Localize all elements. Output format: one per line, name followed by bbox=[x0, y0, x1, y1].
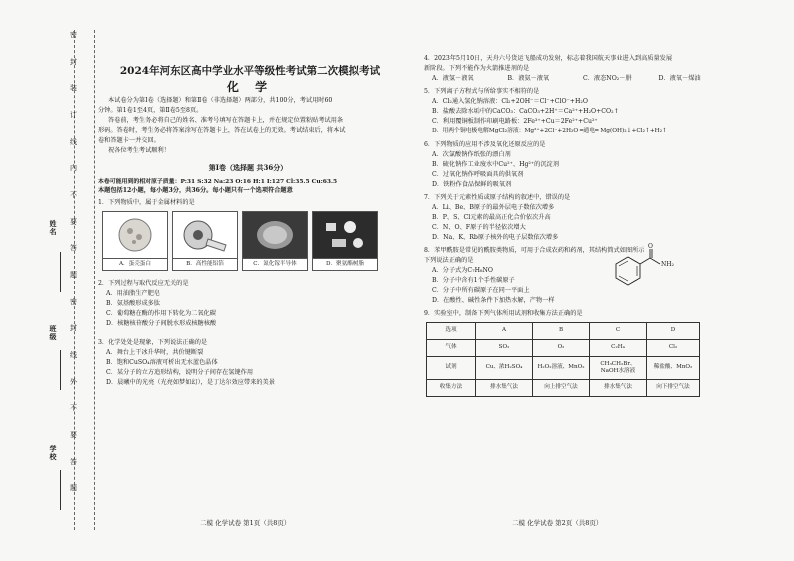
q1-option-d-caption: D．聚氨酯树脂 bbox=[313, 258, 377, 270]
seal-char: 内 bbox=[70, 164, 77, 173]
q1-stem: 1．下列物质中，属于金属材料的是 bbox=[98, 199, 195, 207]
q2-option: A．用油脂生产肥皂 bbox=[106, 290, 160, 298]
name-write-line bbox=[60, 252, 61, 292]
q3-option: C．某分子的立方追形结构，说明分子间存在氢键作用 bbox=[106, 368, 254, 376]
seal-char: 不 bbox=[70, 404, 77, 413]
q4-option: C．液态NO₂－肼 bbox=[583, 75, 632, 83]
gan-semiconductor-image bbox=[243, 212, 307, 258]
q5-option: A．Cl₂通入氢化钠溶液：Cl₂+2OH⁻＝Cl⁻+ClO⁻+H₂O bbox=[432, 98, 588, 106]
seal-char: 题 bbox=[70, 484, 77, 493]
intro-line: 本试卷分为第Ⅰ卷（选择题）和第Ⅱ卷（非选择题）两部分，共100分，考试用时60 bbox=[108, 97, 333, 104]
table-header-cell: C bbox=[590, 322, 647, 339]
q5-option: C．利用覆铜板制作印刷电路板：2Fe³⁺+Cu＝2Fe²⁺+Cu²⁺ bbox=[432, 118, 598, 126]
aluminum-foil-image bbox=[173, 212, 237, 258]
q7-option: D．Na、K、Rb原子核外的电子层数依次增多 bbox=[432, 234, 559, 242]
seal-char: 订 bbox=[70, 111, 77, 119]
table-cell: 向下排空气法 bbox=[647, 379, 700, 396]
table-cell: 排水集气法 bbox=[476, 379, 533, 396]
q4-option: A．液氢－液氧 bbox=[432, 75, 474, 83]
seal-char: 答 bbox=[70, 457, 77, 466]
q6-stem: 6．下列物质的应用不涉及氧化还原反应的是 bbox=[424, 140, 546, 148]
school-label: 学校 bbox=[49, 445, 58, 461]
q1-image-row bbox=[102, 211, 398, 271]
section-title: 第Ⅰ卷（选择题 共36分） bbox=[208, 163, 288, 173]
exam-title: 2024年河东区高中学业水平等级性考试第二次模拟考试 bbox=[119, 65, 381, 77]
class-write-line bbox=[60, 350, 61, 390]
q3-option: B．饱和CuSO₄溶液可析出无水蓝色晶体 bbox=[106, 358, 218, 366]
class-label: 班级 bbox=[49, 325, 58, 341]
table-row bbox=[427, 339, 700, 356]
seal-char: 线 bbox=[70, 351, 77, 359]
carbonyl-oxygen-label: O bbox=[648, 243, 653, 251]
seal-char: 要 bbox=[70, 431, 77, 439]
seal-char: 不 bbox=[70, 191, 77, 199]
intro-line: 卷和答题卡一并交回。 bbox=[98, 137, 160, 145]
q2-option: B．氨基酸形成多肽 bbox=[106, 300, 161, 308]
q5-option: D．用两个铜电极电解MgCl₂溶液：Mg²⁺+2Cl⁻+2H₂O ═通电═ Mg(OH)₂↓+Cl₂↑+H₂↑ bbox=[432, 128, 667, 135]
q2-stem: 2．下列过程与取代反应无关的是 bbox=[98, 280, 189, 288]
q7-option: C．N、O、F原子的半径依次增大 bbox=[432, 224, 526, 232]
table-cell: H₂O₂溶液、MnO₂ bbox=[533, 356, 590, 379]
table-row bbox=[427, 322, 700, 339]
table-row bbox=[427, 379, 700, 396]
atomic-masses: 本卷可能用到的相对原子质量：P:31 S:32 Na:23 O:16 H:1 I:127 Cl:35.5 Cu:63.5 bbox=[98, 177, 338, 185]
intro-line: 祝各位考生考试顺利！ bbox=[108, 147, 170, 155]
q8-option: A．分子式为C₇H₈NO bbox=[432, 267, 493, 275]
table-cell: 试剂 bbox=[427, 356, 476, 379]
name-label: 姓名 bbox=[49, 220, 58, 236]
q8-option: C．分子中所有碳原子在同一平面上 bbox=[432, 287, 530, 295]
seal-char: 封 bbox=[70, 57, 77, 66]
q6-option: A．次氯酸钠作纸张的漂白剂 bbox=[432, 150, 511, 158]
table-header-cell: D bbox=[647, 322, 700, 339]
seal-dashed-line-inner bbox=[94, 30, 95, 530]
q7-option: A．Li、Be、B原子的最外层电子数依次增多 bbox=[432, 204, 555, 211]
table-cell: 排水集气法 bbox=[590, 379, 647, 396]
q5-stem: 5．下列离子方程式与所给事实不相符的是 bbox=[424, 88, 540, 96]
polyurethane-resin-image bbox=[313, 212, 377, 258]
amine-label: NH₂ bbox=[661, 261, 674, 269]
table-cell: C₂H₄ bbox=[590, 339, 647, 356]
page-1 bbox=[98, 96, 398, 388]
q9-table bbox=[426, 322, 700, 397]
q8-stem: 下列说法正确的是 bbox=[424, 257, 474, 265]
page-2-footer: 二模 化学试卷 第2页（共8页） bbox=[512, 519, 603, 527]
seal-char: 答 bbox=[70, 244, 77, 253]
intro-line: 形码。答卷时，考生务必将答案涂写在答题卡上，答在试卷上的无效。考试结束后，将本试 bbox=[98, 127, 346, 135]
intro-line: 答卷前，考生务必将自己的姓名、准考号填写在答题卡上，并在规定位置粘贴考试用条 bbox=[108, 117, 344, 125]
q4-options bbox=[424, 74, 724, 84]
table-header-cell: B bbox=[533, 322, 590, 339]
q7-stem: 7．下列关于元素性质或原子结构的叙述中，错误的是 bbox=[424, 193, 571, 201]
table-cell: CH₃CH₂Br、NaOH水溶液 bbox=[590, 356, 647, 379]
seal-char: 要 bbox=[70, 217, 77, 226]
seal-char: 装 bbox=[70, 84, 77, 93]
q7-option: B．P、S、Cl元素的最高正化合价依次升高 bbox=[432, 214, 551, 222]
section-instruction: 本题包括12小题，每小题3分，共36分。每小题只有一个选项符合题意 bbox=[98, 187, 293, 195]
q5-option: B．盐酸去除水垢中的CaCO₃：CaCO₃+2H⁺＝Ca²⁺+H₂O+CO₂↑ bbox=[432, 108, 619, 116]
egg-protein-image bbox=[103, 212, 167, 258]
exam-subject: 化 学 bbox=[226, 80, 274, 94]
seal-char: 密 bbox=[70, 297, 77, 306]
seal-char: 线 bbox=[70, 137, 77, 146]
q6-option: C．过氧化钠作呼吸面具的供氧剂 bbox=[432, 170, 524, 178]
q9-stem: 9．实验室中，制备下列气体所用试剂和收集方法正确的是 bbox=[424, 310, 583, 318]
q4-option: D．液氧－煤油 bbox=[658, 75, 701, 83]
seal-text-column bbox=[70, 30, 82, 510]
seal-char: 密 bbox=[70, 31, 77, 39]
q2-option: C．葡萄糖在酶的作用下转化为二氧化碳 bbox=[106, 310, 216, 318]
intro-line: 分钟。第1卷1至4页，第Ⅱ卷5至8页。 bbox=[98, 107, 203, 115]
table-cell: 向上排空气法 bbox=[533, 379, 590, 396]
seal-char: 封 bbox=[70, 324, 77, 333]
q8-stem: 8．苯甲酰胺是常见的酰胺类物质，可用于合成农药和药剂，其结构简式如图所示 bbox=[424, 247, 645, 255]
q1-option-b bbox=[172, 211, 238, 271]
page-2 bbox=[424, 54, 724, 397]
seal-char: 题 bbox=[70, 271, 77, 279]
table-cell: O₂ bbox=[533, 339, 590, 356]
table-cell: SO₂ bbox=[476, 339, 533, 356]
q3-option: A．舞台上干冰升华时，共价键断裂 bbox=[106, 348, 204, 356]
q1-option-a bbox=[102, 211, 168, 271]
q8-option: D．在酸性、碱性条件下加热水解，产物一样 bbox=[432, 297, 555, 305]
q3-stem: 3．化学处处是现象，下列说法正确的是 bbox=[98, 338, 208, 346]
table-row bbox=[427, 356, 700, 379]
q2-option: D．核糖核苷酸分子间脱水形成核糖核酸 bbox=[106, 320, 217, 328]
q1-option-c-caption: C．氮化镓半导体 bbox=[243, 258, 307, 270]
school-write-line bbox=[60, 470, 61, 510]
table-cell: Cu、浓H₂SO₄ bbox=[476, 356, 533, 379]
q3-option: D．晨曦中的光亮（光亮如梦如幻），是丁达尔效应带来的美景 bbox=[106, 378, 275, 386]
table-header-cell: A bbox=[476, 322, 533, 339]
q1-option-b-caption: B．高性能铝箔 bbox=[173, 258, 237, 270]
q1-option-a-caption: A．蛋壳蛋白 bbox=[103, 258, 167, 270]
q6-option: B．硫化钠作工业废水中Cu²⁺、Hg²⁺的沉淀剂 bbox=[432, 160, 559, 168]
q6-option: D．铁粉作食品保鲜的吸氧剂 bbox=[432, 180, 512, 188]
table-cell: Cl₂ bbox=[647, 339, 700, 356]
page-1-footer: 二模 化学试卷 第1页（共8页） bbox=[200, 519, 291, 527]
table-cell: 稀盐酸、MnO₂ bbox=[647, 356, 700, 379]
q4-stem: 新阶段。下列不能作为火箭推进剂的是 bbox=[424, 65, 530, 73]
q1-option-d bbox=[312, 211, 378, 271]
table-header-cell: 选项 bbox=[427, 322, 476, 339]
seal-char: 外 bbox=[70, 377, 77, 386]
table-cell: 气体 bbox=[427, 339, 476, 356]
benzamide-structure bbox=[602, 243, 682, 300]
q1-option-c bbox=[242, 211, 308, 271]
table-cell: 收集方法 bbox=[427, 379, 476, 396]
q8-option: B．分子中含有1个手性碳原子 bbox=[432, 277, 515, 285]
q4-option: B．液氨－液氧 bbox=[507, 75, 550, 83]
q4-stem: 4．2023年5月10日，天舟六号货运飞船成功发射，标志着我国航天事业进入到高质量发展 bbox=[424, 55, 673, 62]
